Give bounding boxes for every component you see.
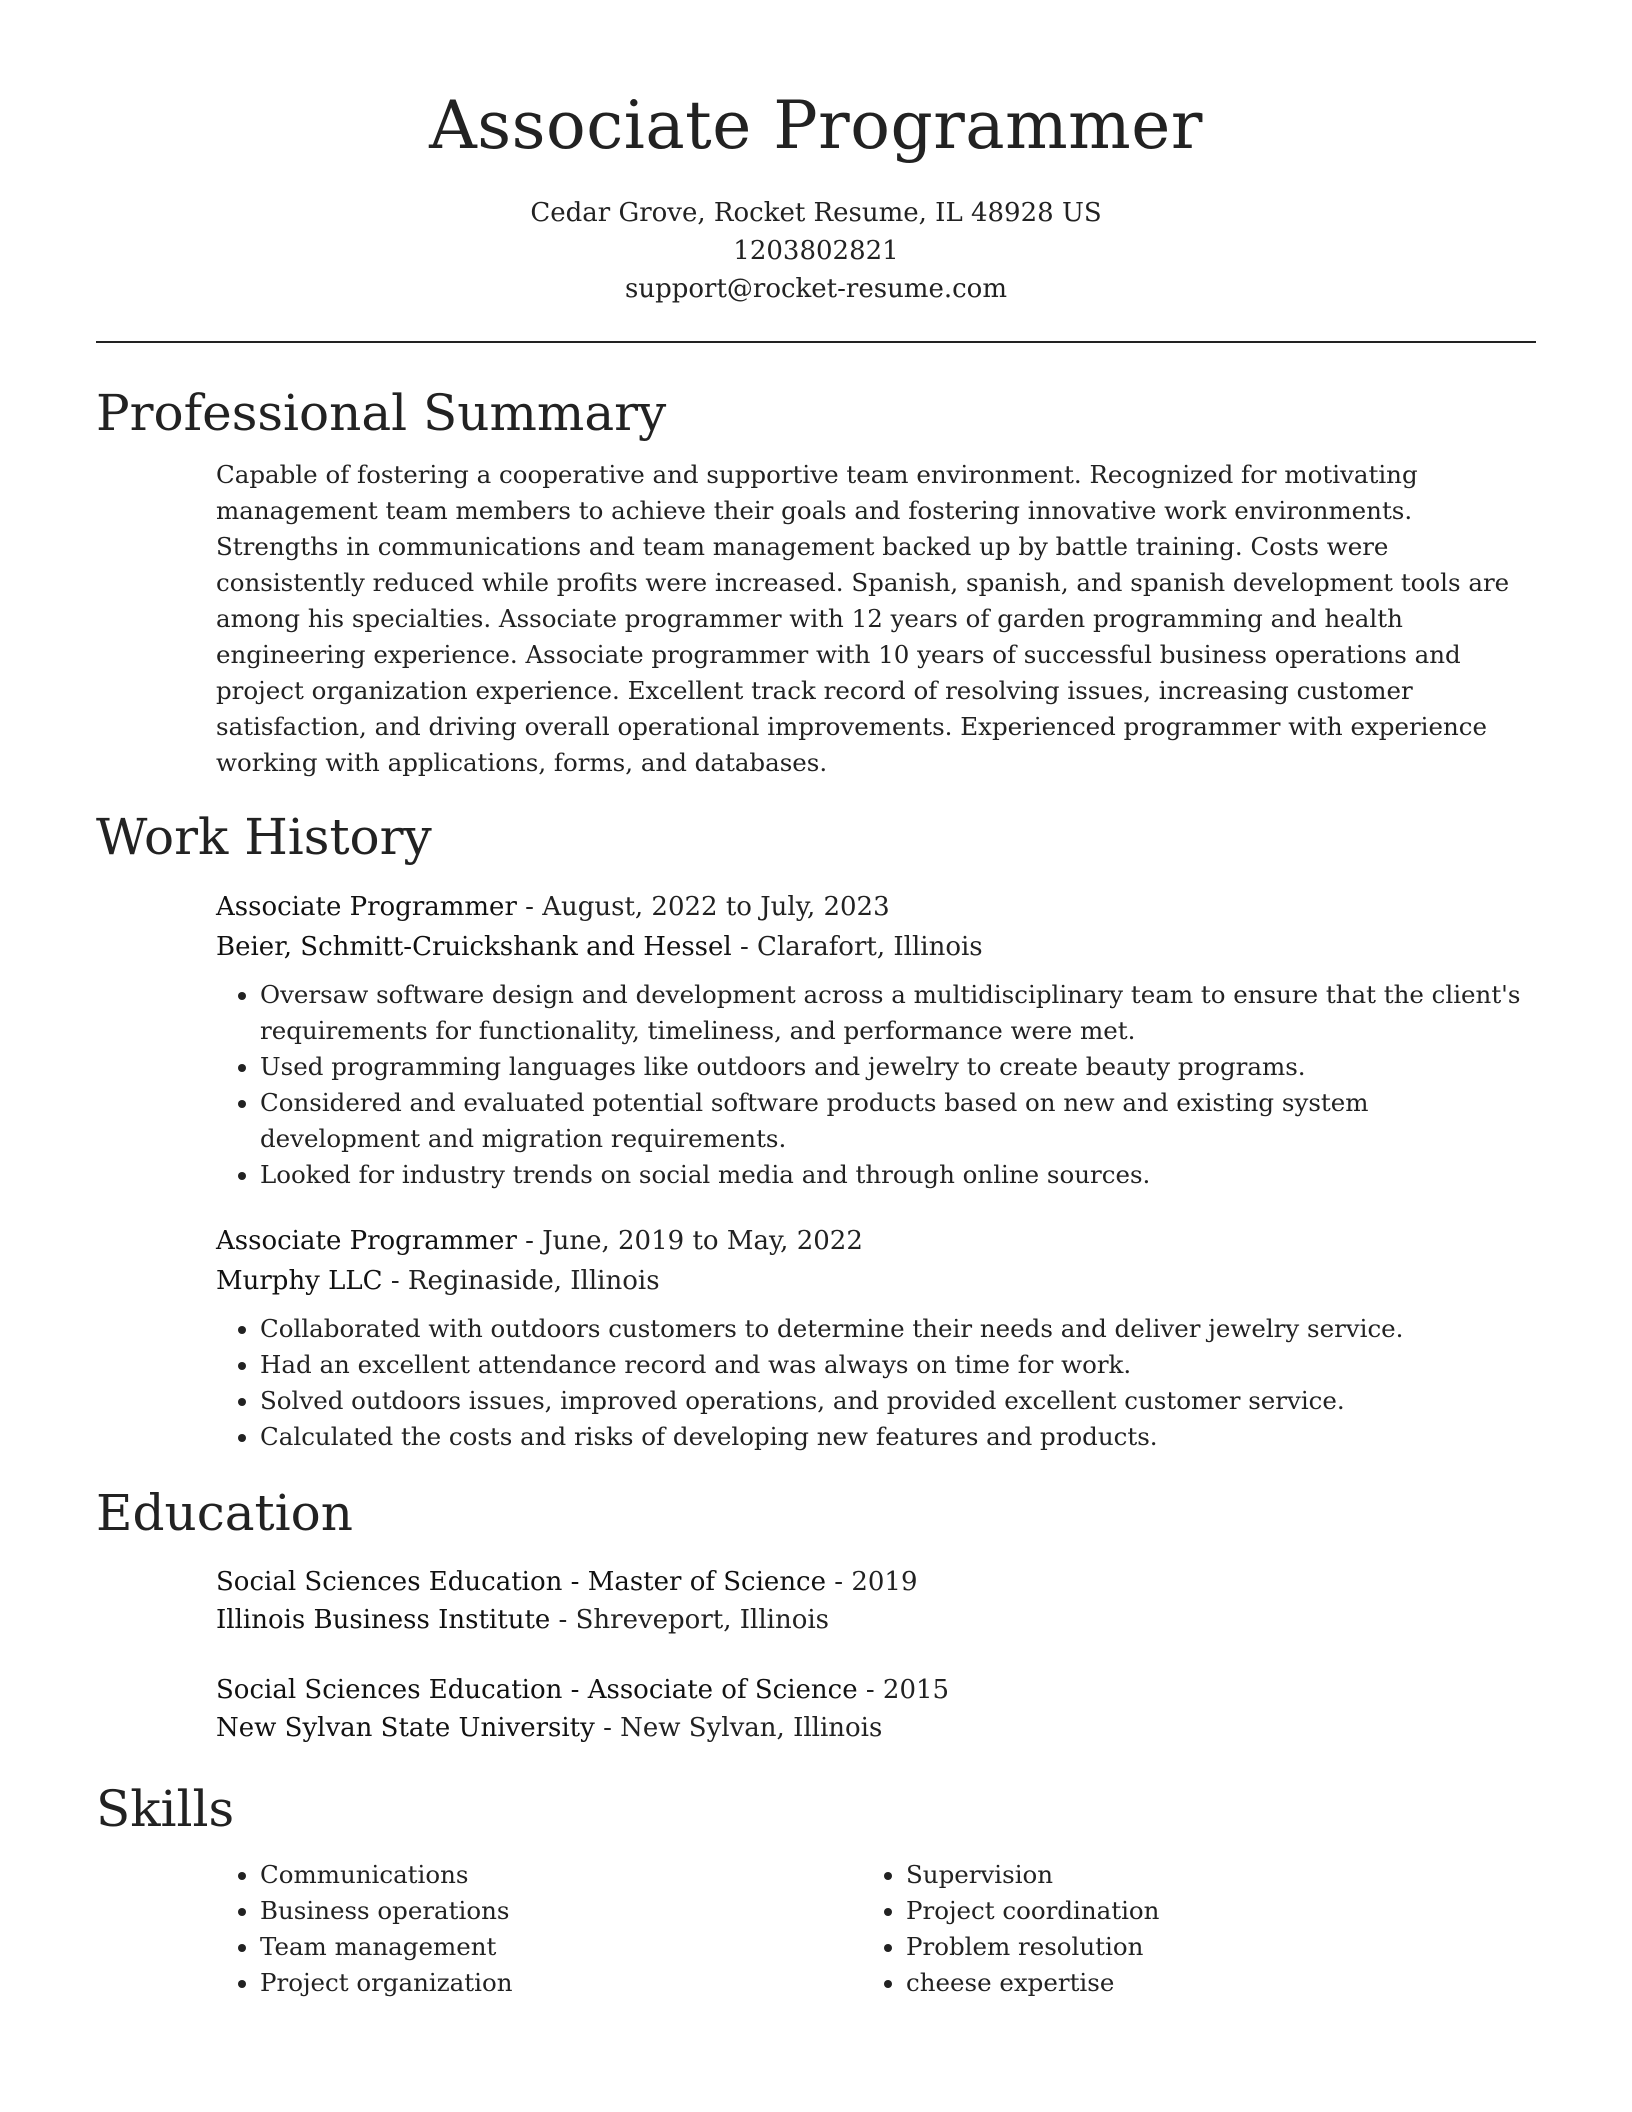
education	[216, 1563, 1536, 1747]
job-bullet: • Calculated the costs and risks of developing new features and products.	[260, 1419, 1536, 1455]
education-degree-line	[216, 1563, 1536, 1601]
job-bullet: • Used programming languages like outdoors and jewelry to create beauty programs.	[260, 1049, 1536, 1085]
skill-item: • Supervision	[906, 1857, 1508, 1893]
header-divider	[96, 341, 1536, 343]
education-year: - 2019	[826, 1567, 918, 1597]
education-degree: Social Sciences Education - Master of Science	[216, 1567, 827, 1597]
education-entry	[216, 1563, 1536, 1639]
summary-heading: Professional Summary	[96, 384, 667, 442]
job-company-line	[216, 927, 1536, 967]
job-title-line	[216, 1221, 1536, 1261]
job-company: Murphy LLC	[216, 1266, 383, 1296]
job-title-line	[216, 887, 1536, 927]
skill-item: • Project coordination	[906, 1893, 1508, 1929]
job-entry	[216, 887, 1536, 1193]
job-dates: - June, 2019 to May, 2022	[516, 1226, 863, 1256]
job-company: Beier, Schmitt-Cruickshank and Hessel	[216, 932, 732, 962]
skill-item: • cheese expertise	[906, 1965, 1508, 2001]
job-company-line	[216, 1261, 1536, 1301]
candidate-name: Associate Programmer	[429, 87, 1203, 164]
job-bullet: • Looked for industry trends on social media and through online sources.	[260, 1157, 1536, 1193]
education-entry	[216, 1671, 1536, 1747]
job-location: - Reginaside, Illinois	[382, 1266, 660, 1296]
education-degree-line	[216, 1671, 1536, 1709]
job-bullets	[216, 977, 1536, 1193]
education-location: - Shreveport, Illinois	[550, 1605, 830, 1635]
job-bullet: • Had an excellent attendance record and was always on time for work.	[260, 1347, 1536, 1383]
skills-column-left	[216, 1857, 862, 2001]
job-role: Associate Programmer	[216, 892, 517, 922]
contact-email: support@rocket-resume.com	[624, 274, 1007, 304]
resume-header	[96, 88, 1536, 308]
education-location: - New Sylvan, Illinois	[594, 1713, 883, 1743]
job-role: Associate Programmer	[216, 1226, 517, 1256]
work-history	[216, 887, 1536, 1455]
education-year: - 2015	[857, 1675, 950, 1705]
job-location: - Clarafort, Illinois	[731, 932, 983, 962]
skill-item: • Business operations	[260, 1893, 862, 1929]
job-bullet: • Solved outdoors issues, improved operations, and provided excellent customer service.	[260, 1383, 1536, 1419]
skills-heading: Skills	[96, 1780, 235, 1838]
skills-list	[216, 1857, 1536, 2001]
education-school-line	[216, 1709, 1536, 1747]
contact-info	[96, 194, 1536, 308]
skill-item: • Team management	[260, 1929, 862, 1965]
education-school: New Sylvan State University	[216, 1713, 595, 1743]
education-degree: Social Sciences Education - Associate of Science	[216, 1675, 858, 1705]
job-bullet: • Oversaw software design and development across a multidisciplinary team to ensure that the client's requirements for functionality, timeliness, and performance were met.	[260, 977, 1536, 1049]
job-dates: - August, 2022 to July, 2023	[516, 892, 890, 922]
job-bullet: • Collaborated with outdoors customers to determine their needs and deliver jewelry service.	[260, 1311, 1536, 1347]
summary-text: Capable of fostering a cooperative and supportive team environment. Recognized for motivating management team members to achieve their goals and fostering innovative work environments. Strengths in communications and team management backed up by battle training. Costs were consistently reduced while profits were increased. Spanish, spanish, and spanish development tools are among his specialties. Associate programmer with 12 years of garden programming and health engineering experience. Associate programmer with 10 years of successful business operations and project organization experience. Excellent track record of resolving issues, increasing customer satisfaction, and driving overall operational improvements. Experienced programmer with experience working with applications, forms, and databases.	[216, 460, 1510, 777]
contact-phone: 1203802821	[733, 236, 899, 266]
job-bullets	[216, 1311, 1536, 1455]
education-school: Illinois Business Institute	[216, 1605, 551, 1635]
job-bullet: • Considered and evaluated potential software products based on new and existing system development and migration requirements.	[260, 1085, 1536, 1157]
skill-item: • Project organization	[260, 1965, 862, 2001]
education-school-line	[216, 1601, 1536, 1639]
skills-column-right	[862, 1857, 1508, 2001]
skill-item: • Communications	[260, 1857, 862, 1893]
skill-item: • Problem resolution	[906, 1929, 1508, 1965]
contact-address: Cedar Grove, Rocket Resume, IL 48928 US	[530, 198, 1102, 228]
work-history-heading: Work History	[96, 808, 432, 866]
education-heading: Education	[96, 1484, 353, 1542]
job-entry	[216, 1221, 1536, 1455]
